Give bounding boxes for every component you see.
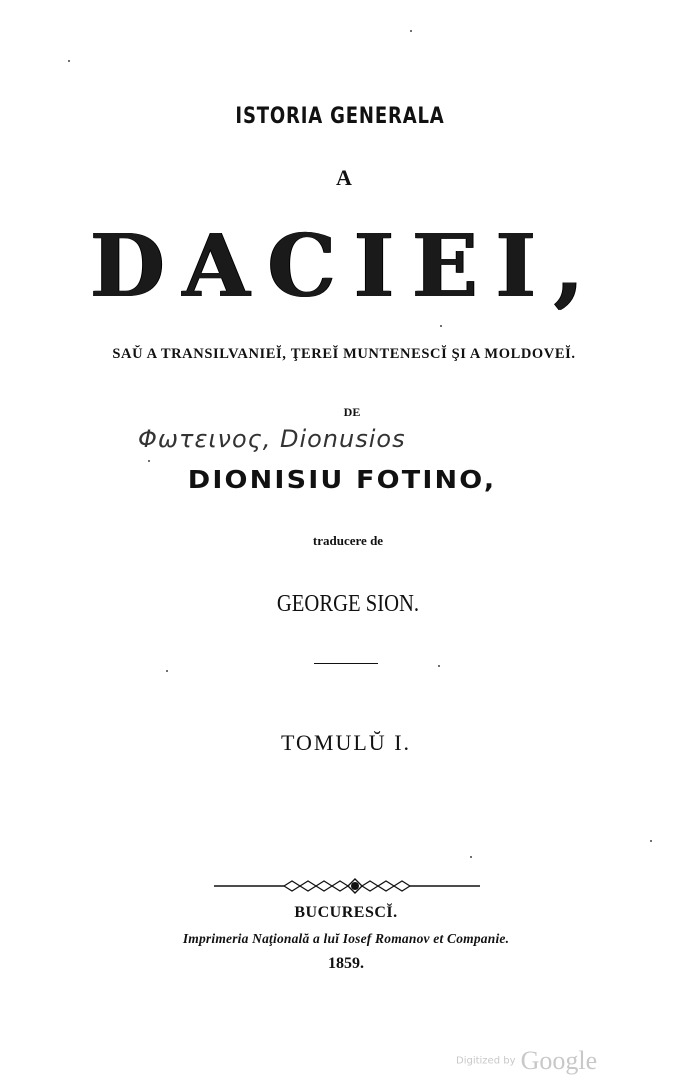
separator-rule bbox=[314, 663, 378, 664]
subtitle: SAŬ A TRANSILVANIEĬ, ŢEREĬ MUNTENESCĬ ŞI A MOLDOVEĬ. bbox=[112, 346, 576, 362]
print-speck bbox=[650, 840, 652, 842]
printer-line: Imprimeria Naţională a luĭ Iosef Romanov et Companie. bbox=[182, 931, 510, 946]
publication-year: 1859. bbox=[328, 955, 364, 972]
watermark-brand: Google bbox=[520, 1046, 598, 1075]
print-speck bbox=[470, 856, 472, 858]
title-line-2: A bbox=[336, 165, 352, 190]
author-name: DIONISIU FOTINO, bbox=[187, 465, 497, 494]
volume-number: TOMULŬ I. bbox=[280, 730, 412, 755]
handwritten-annotation: Φωτεινος, Dionusios bbox=[138, 425, 406, 453]
main-title: DACIEI, bbox=[90, 216, 602, 317]
digitized-watermark bbox=[456, 1046, 597, 1076]
print-speck bbox=[68, 60, 70, 62]
print-speck bbox=[440, 325, 442, 327]
print-speck bbox=[148, 460, 150, 462]
publication-city: BUCURESCĬ. bbox=[294, 904, 398, 921]
ornamental-divider bbox=[214, 878, 480, 894]
title-line-1: ISTORIA GENERALA bbox=[235, 104, 445, 129]
print-speck bbox=[166, 670, 168, 672]
print-speck bbox=[438, 665, 440, 667]
translator-name: GEORGE SION. bbox=[276, 591, 420, 617]
by-label: DE bbox=[343, 405, 361, 419]
watermark-prefix: Digitized by bbox=[456, 1055, 516, 1067]
print-speck bbox=[410, 30, 412, 32]
translation-label: traducere de bbox=[312, 533, 384, 548]
